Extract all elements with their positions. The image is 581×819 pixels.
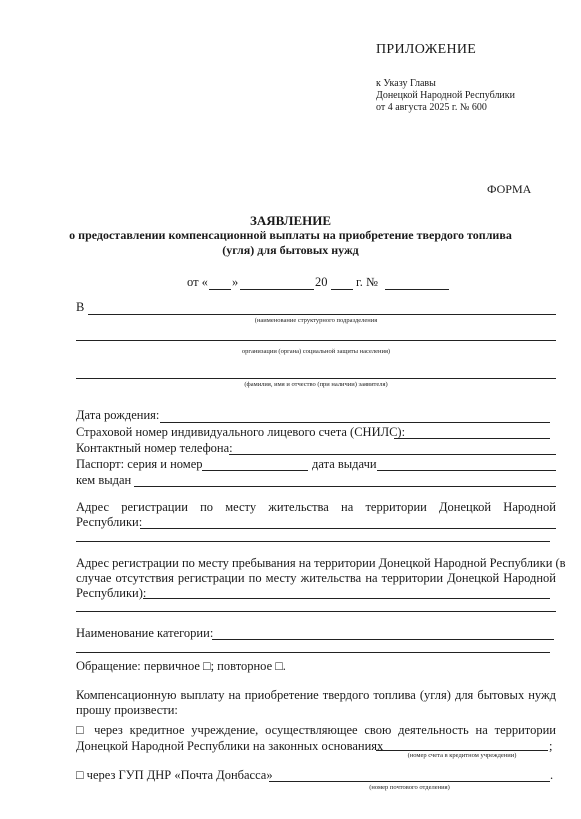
payment-intro-2: прошу произвести: xyxy=(76,703,178,717)
bank-account-field[interactable] xyxy=(376,750,548,751)
passport-label: Паспорт: серия и номер xyxy=(76,457,203,471)
category-field-1[interactable] xyxy=(212,639,554,640)
request-type[interactable]: Обращение: первичное □; повторное □. xyxy=(76,659,286,673)
phone-field[interactable] xyxy=(229,454,556,455)
date-year-prefix: 20 xyxy=(315,275,328,289)
reg-address-field-1[interactable] xyxy=(140,528,556,529)
applicant-name-line[interactable] xyxy=(76,378,556,379)
issue-date-field[interactable] xyxy=(377,470,556,471)
reg-address-field-2[interactable] xyxy=(76,541,550,542)
post-option[interactable]: □ через ГУП ДНР «Почта Донбасса» xyxy=(76,768,273,782)
bank-option-line-2: Донецкой Народной Республики на законных основаниях xyxy=(76,739,384,753)
stay-address-label-2: случае отсутствия регистрации по месту жительства на территории Донецкой Народной xyxy=(76,571,556,585)
stay-address-field-1[interactable] xyxy=(143,598,550,599)
date-month-field[interactable] xyxy=(240,289,314,290)
addressee-line-2[interactable] xyxy=(76,340,556,341)
addressee-prefix: В xyxy=(76,300,85,314)
phone-label: Контактный номер телефона: xyxy=(76,441,233,455)
date-quote-close: » xyxy=(232,275,239,289)
bank-account-caption: (номер счета в кредитном учреждении) xyxy=(407,752,517,759)
payment-intro-1: Компенсационную выплату на приобретение твердого топлива (угля) для бытовых нужд xyxy=(76,688,556,702)
reg-address-label-1: Адрес регистрации по месту жительства на территории Донецкой Народной xyxy=(76,500,556,514)
appendix-line-3: от 4 августа 2025 г. № 600 xyxy=(376,102,487,113)
passport-number-field[interactable] xyxy=(202,470,308,471)
date-number-label: г. № xyxy=(356,275,378,289)
date-year-field[interactable] xyxy=(331,289,353,290)
stay-address-label-3: Республики): xyxy=(76,586,147,600)
appendix-title: ПРИЛОЖЕНИЕ xyxy=(376,42,477,57)
issued-by-field[interactable] xyxy=(134,486,556,487)
category-label: Наименование категории: xyxy=(76,626,214,640)
date-from-label: от « xyxy=(187,275,208,289)
post-period: . xyxy=(550,768,554,782)
birth-date-field[interactable] xyxy=(160,422,550,423)
statement-subtitle-2: (угля) для бытовых нужд xyxy=(222,243,359,257)
post-office-caption: (номер почтового отделения) xyxy=(369,784,450,791)
category-field-2[interactable] xyxy=(76,652,550,653)
appendix-line-1: к Указу Главы xyxy=(376,78,436,89)
date-number-field[interactable] xyxy=(385,289,449,290)
bank-semicolon: ; xyxy=(549,739,553,753)
addressee-caption-2: организации (органа) социальной защиты населения) xyxy=(241,348,391,355)
statement-subtitle-1: о предоставлении компенсационной выплаты на приобретение твердого топлива xyxy=(69,228,512,242)
stay-address-field-2[interactable] xyxy=(76,611,556,612)
reg-address-label-2: Республики: xyxy=(76,515,143,529)
appendix-line-2: Донецкой Народной Республики xyxy=(376,90,515,101)
addressee-caption-1: (наименование структурного подразделения xyxy=(254,317,378,324)
statement-title: ЗАЯВЛЕНИЕ xyxy=(249,213,332,228)
addressee-caption-3: (фамилия, имя и отчество (при наличии) заявителя) xyxy=(244,381,388,388)
issue-date-label: дата выдачи xyxy=(312,457,377,471)
bank-option-line-1[interactable]: □ через кредитное учреждение, осуществляющее свою деятельность на территории xyxy=(76,723,556,737)
stay-address-label-1: Адрес регистрации по месту пребывания на территории Донецкой Народной Республики (в xyxy=(76,556,566,570)
post-office-field[interactable] xyxy=(269,781,550,782)
date-day-field[interactable] xyxy=(209,289,231,290)
birth-date-label: Дата рождения: xyxy=(76,408,160,422)
addressee-line-1[interactable] xyxy=(88,314,556,315)
snils-label: Страховой номер индивидуального лицевого счета (СНИЛС): xyxy=(76,425,406,439)
snils-field[interactable] xyxy=(394,438,550,439)
forma-label: ФОРМА xyxy=(487,182,532,196)
issued-by-label: кем выдан xyxy=(76,473,132,487)
